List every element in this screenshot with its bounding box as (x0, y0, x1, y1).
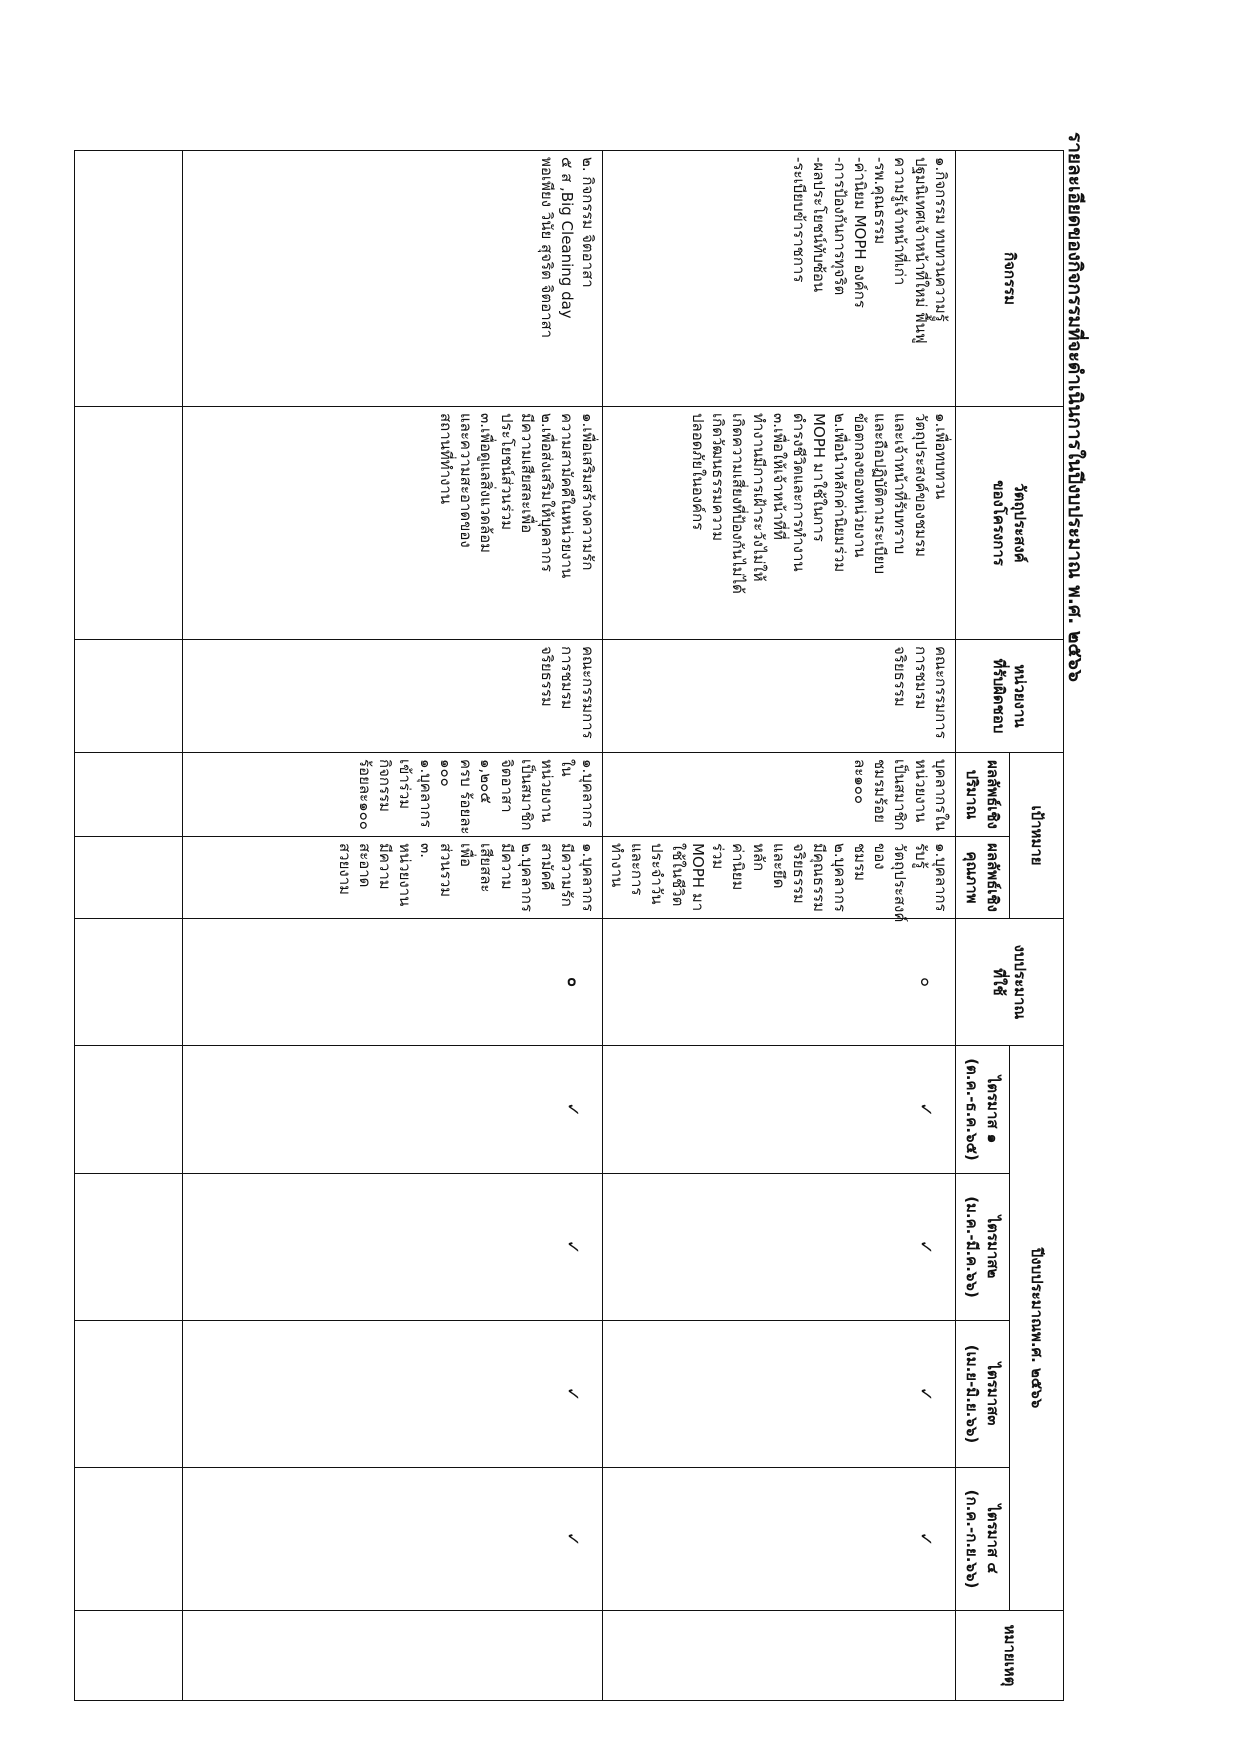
table-row (182, 151, 602, 1701)
cell-q2-check: ✓ (182, 1174, 602, 1321)
cell-q1-check: ✓ (602, 1046, 955, 1174)
cell-activity: ๒. กิจกรรม จิตอาสา ๕ ส ,Big Cleaning day พอเพียง วินัย สุจริต จิตอาสา (182, 151, 602, 407)
table-row-empty (75, 151, 183, 1701)
rotated-page (72, 120, 1092, 1687)
header-q1: ไตรมาส ๑ (ต.ค.-ธ.ค.๖๕) (956, 1046, 1010, 1174)
cell-q3-check: ✓ (602, 1321, 955, 1468)
cell-quality: ๑.บุคลากร มีความรัก สามัคคี ๒.บุคลากร มีความ เสียสละ เพื่อ ส่วนรวม ๓. หน่วยงาน มีความ สะอาด สวยงาม (182, 837, 602, 919)
cell-quality: ๑.บุคลากร รับรู้ วัตถุประสงค์ ของ ชมรม ๒.บุคลากร มีคุณธรรม จริยธรรม และยึด หลัก ค่านิยม ร่วม MOPH มา ใช้ในชีวิต ประจำวัน และการ ทำงาน (602, 837, 955, 919)
cell-objective: ๑.เพื่อเสริมสร้างความรัก ความสามัคคีในหน่วยงาน ๒.เพื่อส่งเสริมให้บุคลากร มีความเสียสละเพื่อ ประโยชน์ส่วนร่วม ๓.เพื่อดูแลสิ่งแวดล้อม และความสะอาดของ สถานที่ทำงาน (182, 407, 602, 640)
header-q2: ไตรมาส๒ (ม.ค.-มี.ค.๖๖) (956, 1174, 1010, 1321)
cell-remark (182, 1611, 602, 1701)
cell-q3-check (75, 1321, 183, 1468)
header-q4: ไตรมาส ๔ (ก.ค.-ก.ย.๖๖) (956, 1468, 1010, 1611)
cell-q2-check: ✓ (602, 1174, 955, 1321)
cell-budget: ๐ (602, 919, 955, 1046)
cell-q2-check (75, 1174, 183, 1321)
cell-budget: ๐ (182, 919, 602, 1046)
header-quality: ผลลัพธ์เชิง คุณภาพ (956, 837, 1010, 919)
cell-objective: ๑.เพื่อทบทวน วัตถุประสงค์ของชมรม และเจ้าหน้าที่รับทราบ และถือปฏิบัติตามระเบียบ ข้อตกลงของหน่วยงาน ๒.เพื่อนำหลักค่านิยมร่วม MOPH มาใช้ในการ ดำรงชีวิตและการทำงาน ๓.เพื่อให้เจ้าหน้าที่ที่ ทำงานมีการเฝ้าระวังไม่ให้ เกิดความเสี่ยงที่ป้องกันไม่ได้ เกิดวัฒนธรรมความ ปลอดภัยในองค์กร (602, 407, 955, 640)
cell-q4-check: ✓ (182, 1468, 602, 1611)
cell-quality (75, 837, 183, 919)
header-quantity: ผลลัพธ์เชิง ปริมาณ (956, 753, 1010, 837)
cell-budget (75, 919, 183, 1046)
cell-unit (75, 640, 183, 753)
cell-unit: คณะกรรมการ การชมรม จริยธรรม (602, 640, 955, 753)
cell-q1-check (75, 1046, 183, 1174)
cell-activity: ๑.กิจกรรม ทบทวนความรู้ ปฐมนิเทศเจ้าหน้าที่ใหม่ ฟื้นฟู ความรู้เจ้าหน้าที่เก่า -รพ.คุณธรรม -ค่านิยม MOPH องค์กร -การป้องกันการทุจริต -ผลประโยชน์ทับซ้อน -ระเบียบข้าราชการ (602, 151, 955, 407)
header-activity: กิจกรรม (956, 151, 1064, 407)
cell-quantity (75, 753, 183, 837)
cell-quantity: บุคลากรใน หน่วยงาน เป็นสมาชิก ชมรมร้อย ละ๑๐๐ (602, 753, 955, 837)
header-budget: งบประมาณ ที่ใช้ (956, 919, 1064, 1046)
header-fiscal-year: ปีงบประมาณพ.ศ. ๒๕๖๖ (1010, 1046, 1064, 1611)
header-target: เป้าหมาย (1010, 753, 1064, 919)
table-row (602, 151, 955, 1701)
cell-q3-check: ✓ (182, 1321, 602, 1468)
header-objective: วัตถุประสงค์ ของโครงการ (956, 407, 1064, 640)
header-remark: หมายเหตุ (956, 1611, 1064, 1701)
header-row-1 (1010, 151, 1064, 1701)
cell-q4-check: ✓ (602, 1468, 955, 1611)
cell-remark (602, 1611, 955, 1701)
cell-q1-check: ✓ (182, 1046, 602, 1174)
activity-table (74, 150, 1064, 1701)
document-title: รายละเอียดของกิจกรรมที่จะดำเนินการในปีงบประมาณ พ.ศ. ๒๕๖๖ (1064, 132, 1086, 682)
cell-q4-check (75, 1468, 183, 1611)
cell-quantity: ๑.บุคลากร ใน หน่วยงาน เป็นสมาชิก จิตอาสา ๑,๒๐๕ ครบ ร้อยละ ๑๐๐ ๑.บุคลากร เข้าร่วม กิจกรรม ร้อยละ๑๐๐ (182, 753, 602, 837)
cell-objective (75, 407, 183, 640)
cell-unit: คณะกรรมการ การชมรม จริยธรรม (182, 640, 602, 753)
cell-activity (75, 151, 183, 407)
header-unit: หน่วยงาน ที่รับผิดชอบ (956, 640, 1064, 753)
cell-remark (75, 1611, 183, 1701)
header-q3: ไตรมาส๓ (เม.ย-มิ.ย.๖๖) (956, 1321, 1010, 1468)
